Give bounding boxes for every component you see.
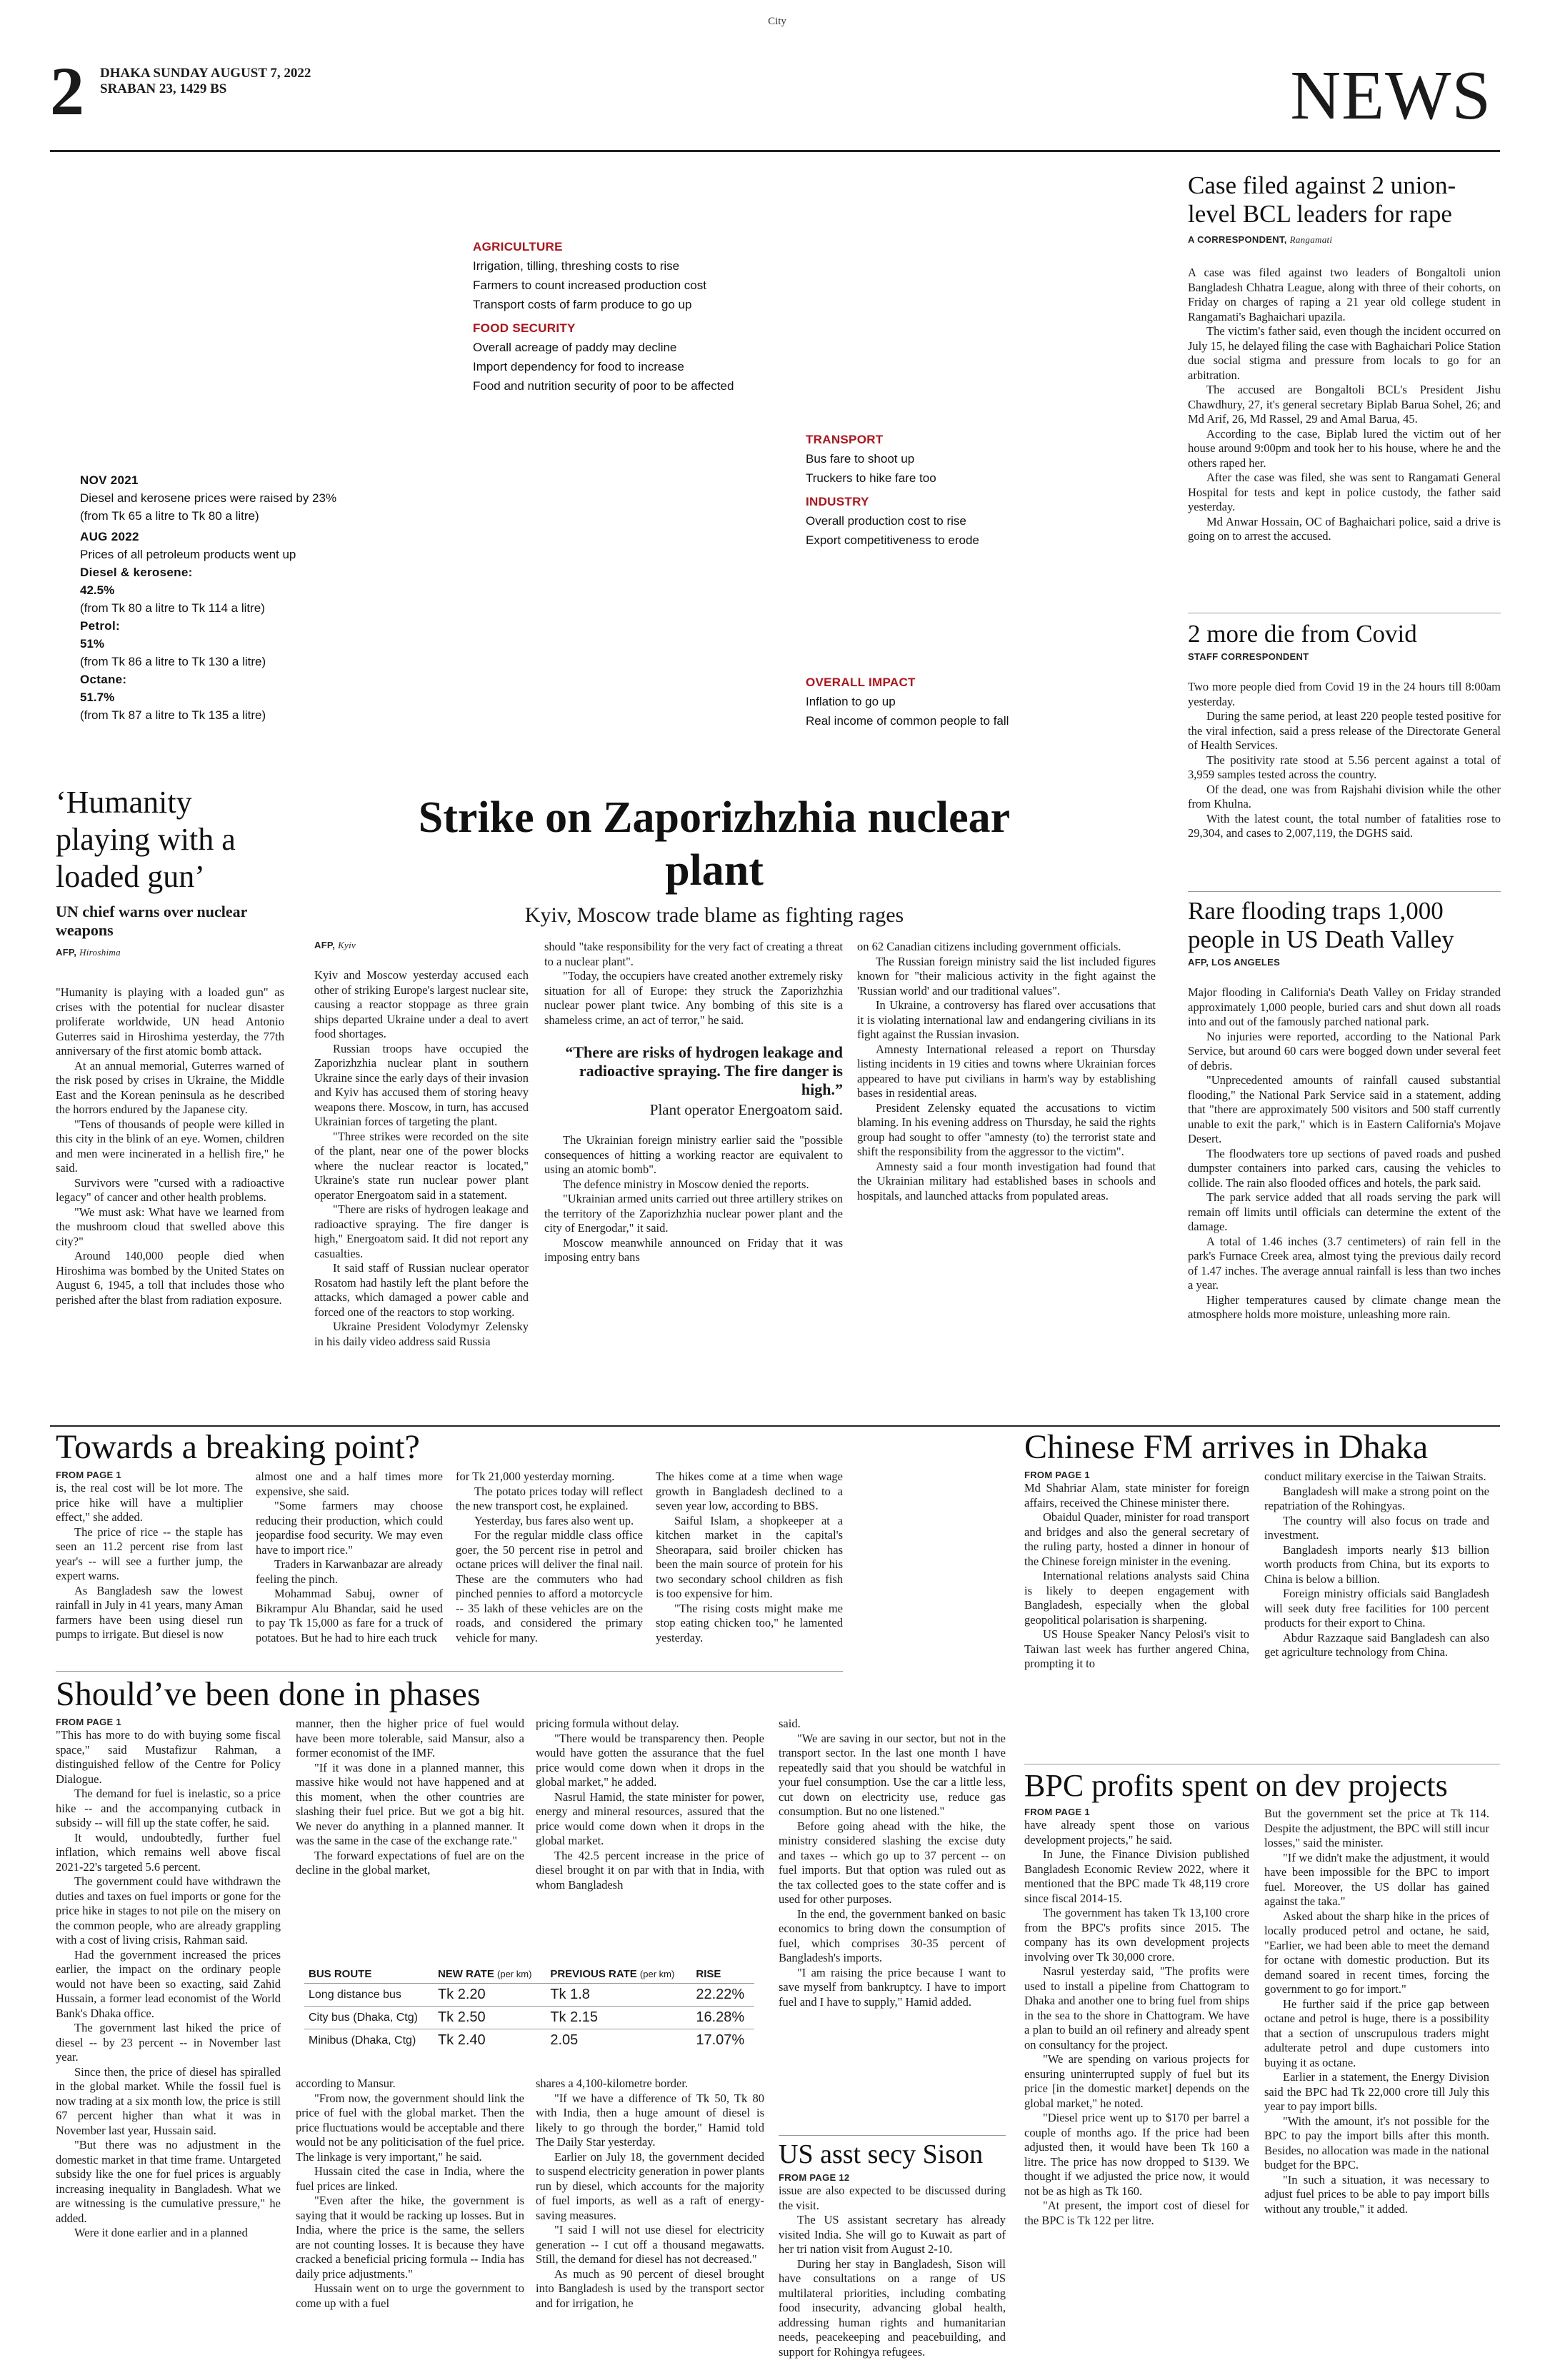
shouldve-col1 xyxy=(56,1728,281,2364)
paragraph: Kyiv and Moscow yesterday accused each other of striking Europe's largest nuclear site, causing a reactor stoppage as three grain ships departed Ukraine under a deal to avert food shortages. xyxy=(314,968,529,1040)
paragraph: In June, the Finance Division published Bangladesh Economic Review 2022, where it mentioned that the BPC made Tk 48,119 crore since fiscal 2014-15. xyxy=(1024,1847,1249,1905)
paragraph: should "take responsibility for the very fact of creating a threat to a nuclear plant". xyxy=(544,940,843,968)
paragraph: Amnesty said a four month investigation had found that the Ukrainian military had established bases in schools and hospitals, and launched attacks from populated areas. xyxy=(857,1159,1156,1202)
shouldve-col3b xyxy=(536,2077,764,2364)
paragraph: "There are risks of hydrogen leakage and radioactive spraying. The fire danger is high," Energoatom said. It did not report any casualties. xyxy=(314,1202,529,1260)
paragraph: issue are also expected to be discussed during the visit. xyxy=(779,2184,1006,2212)
paragraph: According to the case, Biplab lured the victim out of her house around 9:00pm and took her to his house, where he and the others raped her. xyxy=(1188,426,1501,470)
paragraph: "Three strikes were recorded on the site of the plant, near one of the power blocks where the nuclear reactor is located," Ukraine's state run nuclear power plant operator Energoatom said in a statement. xyxy=(314,1129,529,1202)
paragraph: Since then, the price of diesel has spiralled in the global market. While the fossil fuel is now trading at a six month low, the price is still 67 percent higher than what it was in November last year, Hussain said. xyxy=(56,2064,281,2137)
pull-quote-text: “There are risks of hydrogen leakage and radioactive spraying. The fire danger is high.” xyxy=(565,1043,843,1098)
paragraph: Traders in Karwanbazar are already feeling the pinch. xyxy=(256,1557,443,1586)
paragraph: Md Anwar Hossain, OC of Baghaichari police, said a drive is going on to arrest the accused. xyxy=(1188,514,1501,543)
rise-cell: 17.07% xyxy=(691,2029,754,2052)
paragraph: Obaidul Quader, minister for road transport and bridges and also the general secretary of the ruling party, hosted a dinner in honour of the Chinese foreign minister in the evening. xyxy=(1024,1510,1249,1568)
food-security-line: Import dependency for food to increase xyxy=(473,360,684,373)
shouldve-headline: Should’ve been done in phases xyxy=(56,1675,481,1713)
col-header-route: BUS ROUTE xyxy=(309,1968,372,1980)
paragraph: "If we have a difference of Tk 50, Tk 80 with India, then a huge amount of diesel is likely to go through the border," Hamid told The Daily Star yesterday. xyxy=(536,2091,764,2149)
humanity-body xyxy=(56,985,284,1417)
paragraph: The government could have withdrawn the duties and taxes on fuel imports or gone for the price hike in stages to not pile on the misery on the common people, who are already grappling with a cost of living crisis, Rahman said. xyxy=(56,1874,281,1947)
pull-quote-attribution: Plant operator Energoatom said. xyxy=(649,1101,843,1118)
shouldve-col2b xyxy=(296,2077,524,2364)
overall-impact-block xyxy=(806,673,1091,730)
paragraph: "I am raising the price because I want to save myself from bankruptcy. I have to import fuel and I have to supply," Hamid added. xyxy=(779,1965,1006,2009)
paragraph: Bangladesh will make a strong point on the repatriation of the Rohingyas. xyxy=(1264,1484,1489,1512)
byline-agency: A CORRESPONDENT, xyxy=(1188,234,1287,245)
byline-agency: AFP, xyxy=(56,947,77,958)
chinese-col2 xyxy=(1264,1470,1489,1759)
zaporizhzhia-col1 xyxy=(314,968,529,1418)
date-line xyxy=(100,66,311,97)
sison-body xyxy=(779,2184,1006,2364)
paragraph: "The rising costs might make me stop eating chicken too," he lamented yesterday. xyxy=(656,1601,843,1645)
paragraph: "Diesel price went up to $170 per barrel a couple of months ago. If the price had been adjusted then, it would have been Tk 160 a litre. The price has now dropped to $139. We thought if we adjusted the price now, it would not be as high as Tk 160. xyxy=(1024,2111,1249,2198)
paragraph: "But there was no adjustment in the domestic market in that time frame. Untargeted subsidy like the one for fuel prices is arguably increasing inequality in Bangladesh. What we are witnessing is the cumulative pressure," he added. xyxy=(56,2138,281,2225)
paragraph: "If we didn't make the adjustment, it would have been impossible for the BPC to import fuel. Moreover, the US dollar has gained against the taka." xyxy=(1264,1850,1489,1908)
col-header-previous-rate xyxy=(546,1965,691,1984)
section-title: NEWS xyxy=(1290,57,1491,134)
industry-label: INDUSTRY xyxy=(806,495,869,508)
page-number: 2 xyxy=(50,53,84,129)
humanity-subhead: UN chief warns over nuclear weapons xyxy=(56,903,248,939)
humanity-byline xyxy=(56,947,284,958)
paragraph: said. xyxy=(779,1717,801,1730)
nov2021-line1: Diesel and kerosene prices were raised by 23% xyxy=(80,491,337,505)
paragraph: Around 140,000 people died when Hiroshima was bombed by the United States on August 6, 1945, a toll that includes those who perished after the blast from radiation exposure. xyxy=(56,1249,284,1307)
paragraph: The defence ministry in Moscow denied the reports. xyxy=(563,1177,809,1191)
sison-from: FROM PAGE 12 xyxy=(779,2172,850,2183)
covid-headline: 2 more die from Covid xyxy=(1188,620,1417,648)
paragraph: The positivity rate stood at 5.56 percent against a total of 3,959 samples tested across the country. xyxy=(1188,753,1501,781)
fuel-price-history xyxy=(80,471,366,724)
paragraph: For the regular middle class office goer, the 50 percent rise in petrol and octane prices will deliver the final nail. These are the commuters who had pinched pennies to afford a motorcycle -- 35 lakh of these vehicles are on the roads, and considered the primary vehicle for many. xyxy=(456,1528,643,1645)
previous-rate-cell: Tk 1.8 xyxy=(546,1984,691,2007)
bpc-headline: BPC profits spent on dev projects xyxy=(1024,1768,1448,1803)
paragraph: "If it was done in a planned manner, this massive hike would not have happened and at this moment, when the other countries are slashing their fuel price. But we got a big hit. We never do anything in a planned manner. It was the same in the case of the exchange rate." xyxy=(296,1760,524,1847)
paragraph: The country will also focus on trade and investment. xyxy=(1264,1513,1489,1542)
bpc-col2 xyxy=(1264,1807,1489,2364)
nov2021-label: NOV 2021 xyxy=(80,473,139,487)
shouldve-col3 xyxy=(536,1717,764,1952)
paragraph: The government has taken Tk 13,100 crore from the BPC's profits since 2015. The company has its own development projects involving over Tk 30,000 crore. xyxy=(1024,1906,1249,1964)
paragraph: In the end, the government banked on basic economics to bring down the consumption of fuel, which comprises 30-35 percent of Bangladesh's imports. xyxy=(779,1907,1006,1964)
bcl-byline xyxy=(1188,234,1501,246)
paragraph: The accused are Bongaltoli BCL's President Jishu Chawdhury, 27, it's general secretary Biplab Barua Sohel, 26; and Md Arif, 26, Md Rassel, 29 and Amal Barua, 45. xyxy=(1188,383,1501,426)
paragraph: Md Shahriar Alam, state minister for foreign affairs, received the Chinese minister there. xyxy=(1024,1481,1249,1510)
breaking-col1 xyxy=(56,1481,243,1667)
paragraph: But the government set the price at Tk 114. Despite the adjustment, the BPC will still incur losses," said the minister. xyxy=(1264,1807,1489,1849)
col-header-new-rate xyxy=(434,1965,546,1984)
paragraph: "We must ask: What have we learned from the mushroom cloud that swelled above this city?" xyxy=(56,1205,284,1248)
agriculture-label: AGRICULTURE xyxy=(473,240,563,253)
flood-body xyxy=(1188,985,1501,1417)
petrol-label: Petrol: xyxy=(80,619,120,633)
paragraph: During her stay in Bangladesh, Sison will have consultations on a range of US multilateral priorities, including combating food insecurity, advancing global health, addressing human rights and humanitarian needs, peacekeeping and peacebuilding, and support for Rohingya refugees. xyxy=(779,2256,1006,2359)
paragraph: Bangladesh imports nearly $13 billion worth products from China, but its exports to China is below a billion. xyxy=(1264,1542,1489,1586)
shouldve-col2 xyxy=(296,1717,524,1952)
paragraph: The park service added that all roads serving the park will remain off limits until officials can determine the extent of the damage. xyxy=(1188,1190,1501,1233)
paragraph: "I said I will not use diesel for electricity generation -- I cut off a thousand megawatts. Still, the demand for diesel has not decreased." xyxy=(536,2223,764,2266)
paragraph: "Humanity is playing with a loaded gun" as crises with the potential for nuclear disaster proliferate worldwide, UN head Antonio Guterres said in Hiroshima yesterday, the 77th anniversary of the first atomic bomb attack. xyxy=(56,985,284,1058)
diesel-label: Diesel & kerosene: xyxy=(80,566,193,579)
petrol-detail: (from Tk 86 a litre to Tk 130 a litre) xyxy=(80,655,266,668)
covid-byline: STAFF CORRESPONDENT xyxy=(1188,651,1309,662)
octane-detail: (from Tk 87 a litre to Tk 135 a litre) xyxy=(80,708,266,722)
paragraph: Hussain went on to urge the government to come up with a fuel xyxy=(296,2281,524,2310)
fare-table-box xyxy=(304,1965,754,2065)
paragraph: The Russian foreign ministry said the list included figures known for "their malicious activity in the fight against the 'Russian world' and our traditional values". xyxy=(857,954,1156,998)
paragraph: In Ukraine, a controversy has flared over accusations that it is violating international law and endangering civilians in its fight against the Russian invasion. xyxy=(857,998,1156,1041)
paragraph: pricing formula without delay. xyxy=(536,1717,679,1730)
paragraph: Higher temperatures caused by climate change mean the atmosphere holds more moisture, unleashing more rain. xyxy=(1188,1292,1501,1321)
paragraph: Earlier on July 18, the government decided to suspend electricity generation in power plants run by diesel, which accounts for the majority of fuel imports, as well as a raft of energy-saving measures. xyxy=(536,2149,764,2222)
humanity-story xyxy=(56,784,284,958)
diesel-rise: 42.5% xyxy=(80,583,115,597)
paragraph: Amnesty International released a report on Thursday listing incidents in 19 cities and towns where Ukrainian forces appeared to have put civilians in harm's way by establishing bases in residential areas. xyxy=(857,1042,1156,1100)
breaking-col3 xyxy=(456,1470,643,1667)
route-cell: City bus (Dhaka, Ctg) xyxy=(304,2007,434,2029)
paragraph: have already spent those on various development projects," he said. xyxy=(1024,1818,1249,1847)
paragraph: As Bangladesh saw the lowest rainfall in July in 41 years, many Aman farmers have been using diesel run pumps to irrigate. But diesel is now xyxy=(56,1583,243,1641)
paragraph: The forward expectations of fuel are on the decline in the global market, xyxy=(296,1848,524,1877)
paragraph: "We are spending on various projects for ensuring uninterrupted supply of fuel but its price [in the domestic market] depends on the global market," he noted. xyxy=(1024,2052,1249,2110)
zaporizhzhia-headline: Strike on Zaporizhzhia nuclear plant xyxy=(418,793,1011,895)
zaporizhzhia-subhead: Kyiv, Moscow trade blame as fighting rages xyxy=(524,903,904,927)
paragraph: International relations analysts said China is likely to deepen engagement with Bangladesh, especially when the global geopolitical polarisation is sharpening. xyxy=(1024,1569,1249,1627)
unit-label: (per km) xyxy=(497,1969,532,1979)
breaking-col4 xyxy=(656,1470,843,1667)
paragraph: Two more people died from Covid 19 in the 24 hours till 8:00am yesterday. xyxy=(1188,680,1501,708)
previous-rate-cell: 2.05 xyxy=(546,2029,691,2052)
aug2022-line1: Prices of all petroleum products went up xyxy=(80,548,296,561)
paragraph: The 42.5 percent increase in the price of diesel brought it on par with that in India, with whom Bangladesh xyxy=(536,1848,764,1892)
transport-label: TRANSPORT xyxy=(806,433,884,446)
zaporizhzhia-col3 xyxy=(857,940,1156,1418)
paragraph: President Zelensky equated the accusations to victim blaming. In his evening address on Thursday, he said the rights group had sought to offer "amnesty (to) the terrorist state and shift the responsibility from the aggressor to the victim". xyxy=(857,1100,1156,1158)
paragraph: No injuries were reported, according to the National Park Service, but around 60 cars were bogged down under several feet of debris. xyxy=(1188,1029,1501,1073)
overall-impact-label: OVERALL IMPACT xyxy=(806,676,916,689)
paragraph: "Even after the hike, the government is saying that it would be racking up losses. But in India, where the price is the same, the sellers are not counting losses. It is because they have cracked a beneficial pricing formula -- India has daily price adjustments." xyxy=(296,2194,524,2281)
paragraph: "Ukrainian armed units carried out three artillery strikes on the territory of the Zaporizhzhia nuclear power plant and the city of Energodar," it said. xyxy=(544,1192,843,1235)
petrol-rise: 51% xyxy=(80,637,105,651)
flood-story xyxy=(1188,897,1501,968)
shouldve-col4 xyxy=(779,1717,1006,2131)
byline-agency: AFP, xyxy=(314,940,336,950)
paragraph: Abdur Razzaque said Bangladesh can also get agriculture technology from China. xyxy=(1264,1630,1489,1659)
zaporizhzhia-byline xyxy=(314,940,529,951)
divider xyxy=(779,2135,1006,2136)
zaporizhzhia-col2 xyxy=(544,940,843,1418)
col-header-label: NEW RATE xyxy=(437,1968,494,1980)
breaking-col2 xyxy=(256,1470,443,1667)
paragraph: manner, then the higher price of fuel would have been more tolerable, said Mansur, also a former economist of the IMF. xyxy=(296,1717,524,1759)
paragraph: for Tk 21,000 yesterday morning. xyxy=(456,1470,615,1483)
octane-rise: 51.7% xyxy=(80,691,115,704)
paragraph: The US assistant secretary has already visited India. She will go to Kuwait as part of her tri nation visit from August 2-10. xyxy=(779,2213,1006,2256)
food-security-line: Overall acreage of paddy may decline xyxy=(473,341,677,354)
chinese-headline: Chinese FM arrives in Dhaka xyxy=(1024,1428,1429,1466)
paragraph: "This has more to do with buying some fiscal space," said Mustafizur Rahman, a distinguished fellow of the Centre for Policy Dialogue. xyxy=(56,1728,281,1786)
paragraph: A total of 1.46 inches (3.7 centimeters) of rain fell in the park's Furnace Creek area, almost tying the previous daily record of 1.47 inches. The average annual rainfall is less than two inches a year. xyxy=(1188,1234,1501,1292)
fare-table xyxy=(304,1965,754,2052)
paragraph: shares a 4,100-kilometre border. xyxy=(536,2077,689,2090)
flood-byline: AFP, LOS ANGELES xyxy=(1188,957,1281,968)
flood-headline: Rare flooding traps 1,000 people in US Death Valley xyxy=(1188,897,1454,953)
route-cell: Long distance bus xyxy=(304,1984,434,2007)
overall-impact-line: Inflation to go up xyxy=(806,695,896,708)
paragraph: Asked about the sharp hike in the prices of locally produced petrol and octane, he said, "Earlier, we had been able to meet the demand for octane with domestic production. But its demand soared in recent times, forcing the government to go for import." xyxy=(1264,1909,1489,1996)
nov2021-line2: (from Tk 65 a litre to Tk 80 a litre) xyxy=(80,509,259,523)
paragraph: "At present, the import cost of diesel for the BPC is Tk 122 per litre. xyxy=(1024,2199,1249,2227)
agriculture-line: Farmers to count increased production cost xyxy=(473,278,706,292)
paragraph: "There would be transparency then. People would have gotten the assurance that the fuel price would come down when it drops in the global market," he added. xyxy=(536,1731,764,1789)
paragraph: The Ukrainian foreign ministry earlier said the "possible consequences of hitting a working reactor are equivalent to using an atomic bomb". xyxy=(544,1133,843,1176)
paragraph: "Today, the occupiers have created another extremely risky situation for all of Europe: they struck the Zaporizhzhia nuclear power plant twice. Any bombing of this site is a shameless crime, an act of terror," he said. xyxy=(544,969,843,1027)
industry-line: Overall production cost to rise xyxy=(806,514,966,528)
paragraph: "With the amount, it's not possible for the BPC to pay the import bills after this month. Besides, no allocation was made in the national budget for the BPC. xyxy=(1264,2114,1489,2171)
humanity-headline: ‘Humanity playing with a loaded gun’ xyxy=(56,785,236,894)
paragraph: "Some farmers may choose reducing their production, which could jeopardise food security. We may even have to import rice." xyxy=(256,1499,443,1557)
col-header-label: PREVIOUS RATE xyxy=(550,1968,637,1980)
covid-story xyxy=(1188,620,1501,663)
paragraph: The floodwaters tore up sections of paved roads and pushed dumpster containers into parked cars, causing the vehicles to collide. The rain also flooded offices and hotels, the park said. xyxy=(1188,1146,1501,1190)
agriculture-line: Transport costs of farm produce to go up xyxy=(473,298,692,311)
paragraph: With the latest count, the total number of fatalities rose to 29,304, and cases to 2,007,119, the DGHS said. xyxy=(1188,811,1501,840)
rise-cell: 22.22% xyxy=(691,1984,754,2007)
bcl-story xyxy=(1188,171,1501,246)
header-rule xyxy=(50,150,1500,152)
chinese-from: FROM PAGE 1 xyxy=(1024,1470,1090,1480)
paragraph: After the case was filed, she was sent to Rangamati General Hospital for tests and kept in police custody, the father said yesterday. xyxy=(1188,471,1501,513)
city-label: City xyxy=(768,16,786,27)
new-rate-cell: Tk 2.20 xyxy=(434,1984,546,2007)
previous-rate-cell: Tk 2.15 xyxy=(546,2007,691,2029)
table-row xyxy=(304,2029,754,2052)
paragraph: The demand for fuel is inelastic, so a price hike -- and the accompanying cutback in subsidy -- will fill up the state coffer, he said. xyxy=(56,1787,281,1829)
paragraph: Of the dead, one was from Rajshahi division while the other from Khulna. xyxy=(1188,782,1501,810)
paragraph: Before going ahead with the hike, the ministry considered slashing the excise duty and taxes -- which go up to 37 percent -- on fuel imports. But that option was ruled out as the tax collected goes to the state coffer and is used for other purposes. xyxy=(779,1819,1006,1906)
paragraph: At an annual memorial, Guterres warned of the risk posed by crises in Ukraine, the Middle East and the Korean peninsula as he described the horrors endured by the Japanese city. xyxy=(56,1058,284,1116)
byline-place: Rangamati xyxy=(1289,234,1333,245)
bpc-col1 xyxy=(1024,1818,1249,2364)
table-row xyxy=(304,2007,754,2029)
chinese-col1 xyxy=(1024,1481,1249,1759)
table-row xyxy=(304,1984,754,2007)
paragraph: It said staff of Russian nuclear operator Rosatom had hastily left the plant before the attacks, which damaged a power cable and forced one of the reactors to stop working. xyxy=(314,1261,529,1319)
route-cell: Minibus (Dhaka, Ctg) xyxy=(304,2029,434,2052)
agriculture-block xyxy=(473,237,780,396)
paragraph: Survivors were "cursed with a radioactive legacy" of cancer and other health problems. xyxy=(56,1175,284,1204)
covid-body xyxy=(1188,680,1501,887)
paragraph: "Unprecedented amounts of rainfall caused substantial flooding," the National Park Service said in a statement, adding that "there are approximately 500 visitors and 500 staff currently unable to exit the park," which is in Eastern California's Mojave Desert. xyxy=(1188,1073,1501,1145)
new-rate-cell: Tk 2.50 xyxy=(434,2007,546,2029)
paragraph: Yesterday, bus fares also went up. xyxy=(474,1513,634,1527)
paragraph: "From now, the government should link the price of fuel with the global market. Then the price fluctuations would be acceptable and there would not be any politicisation of the fuel price. The linkage is very important," he said. xyxy=(296,2091,524,2164)
paragraph: Russian troops have occupied the Zaporizhzhia nuclear plant in southern Ukraine since the early days of their invasion and Kyiv has accused them of storing heavy weapons there. Moscow, in turn, has accused Ukrainian forces of targeting the plant. xyxy=(314,1041,529,1128)
paragraph: Moscow meanwhile announced on Friday that it was imposing entry bans xyxy=(544,1235,843,1264)
overall-impact-line: Real income of common people to fall xyxy=(806,714,1009,728)
paragraph: conduct military exercise in the Taiwan Straits. xyxy=(1264,1470,1486,1483)
agriculture-line: Irrigation, tilling, threshing costs to rise xyxy=(473,259,680,273)
paragraph: "Tens of thousands of people were killed in this city in the blink of an eye. Women, children and men were incinerated in a hellish fire," he said. xyxy=(56,1117,284,1175)
industry-line: Export competitiveness to erode xyxy=(806,533,979,547)
bpc-from: FROM PAGE 1 xyxy=(1024,1807,1090,1817)
paragraph: The victim's father said, even though the incident occurred on July 15, he delayed filing the case with Baghaichari Police Station due social stigma and pressure from locals to go for an arbitration. xyxy=(1188,324,1501,382)
divider xyxy=(56,1671,843,1672)
paragraph: A case was filed against two leaders of Bongaltoli union Bangladesh Chhatra League, along with three of their cohorts, on Friday on charges of raping a 21 year old college student in Rangamati's Baghaichari upazila. xyxy=(1188,266,1501,323)
paragraph: Ukraine President Volodymyr Zelensky in his daily video address said Russia xyxy=(314,1320,529,1348)
transport-block xyxy=(806,430,1077,550)
breaking-from: FROM PAGE 1 xyxy=(56,1470,121,1480)
col-header-rise: RISE xyxy=(696,1968,721,1980)
table-header-row xyxy=(304,1965,754,1984)
bcl-headline: Case filed against 2 union-level BCL leaders for rape xyxy=(1188,171,1456,228)
paragraph: Saiful Islam, a shopkeeper at a kitchen market in the capital's Sheorapara, said broiler chicken has been the main source of protein for his two secondary school children as fish is too expensive for him. xyxy=(656,1513,843,1600)
paragraph: "We are saving in our sector, but not in the transport sector. In the last one month I have repeatedly said that you should be watchful in your fuel consumption. Use the car a little less, cut down on electricity use, reduce gas consumption. But no one listened." xyxy=(779,1731,1006,1818)
paragraph: on 62 Canadian citizens including government officials. xyxy=(857,940,1121,953)
shouldve-from: FROM PAGE 1 xyxy=(56,1717,121,1727)
paragraph: Had the government increased the prices earlier, the impact on the ordinary people would not have been so exacting, said Zahid Hussain, a former lead economist of the World Bank's Dhaka office. xyxy=(56,1947,281,2020)
rise-cell: 16.28% xyxy=(691,2007,754,2029)
divider xyxy=(1188,891,1501,892)
paragraph: It would, undoubtedly, further fuel inflation, which remains well above fiscal 2021-22's targeted 5.6 percent. xyxy=(56,1830,281,1874)
diesel-detail: (from Tk 80 a litre to Tk 114 a litre) xyxy=(80,601,265,615)
byline-place: Kyiv xyxy=(338,940,356,950)
paragraph: The potato prices today will reflect the new transport cost, he explained. xyxy=(456,1484,643,1512)
paragraph: The hikes come at a time when wage growth in Bangladesh declined to a seven year low, according to BBS. xyxy=(656,1470,843,1512)
bcl-body xyxy=(1188,266,1501,608)
paragraph: During the same period, at least 220 people tested positive for the viral infection, said a press release of the Directorate General of Health Services. xyxy=(1188,709,1501,752)
aug2022-label: AUG 2022 xyxy=(80,530,139,543)
food-security-label: FOOD SECURITY xyxy=(473,321,576,335)
paragraph: Nasrul yesterday said, "The profits were used to install a pipeline from Chattogram to Dhaka and another one to bring fuel from ships in the sea to the shore in Chattogram. We have a plan to build an oil refinery and already spent on consultancy for the project. xyxy=(1024,1964,1249,2052)
date-english: DHAKA SUNDAY AUGUST 7, 2022 xyxy=(100,66,311,81)
sison-headline: US asst secy Sison xyxy=(779,2139,984,2169)
paragraph: almost one and a half times more expensive, she said. xyxy=(256,1470,443,1498)
octane-label: Octane: xyxy=(80,673,127,686)
unit-label: (per km) xyxy=(639,1969,675,1979)
new-rate-cell: Tk 2.40 xyxy=(434,2029,546,2052)
paragraph: He further said if the price gap between octane and petrol is huge, there is a possibility that a section of unscrupulous traders might adulterate petrol and dupe customers into buying it as octane. xyxy=(1264,1997,1489,2069)
paragraph: according to Mansur. xyxy=(296,2077,396,2090)
paragraph: The price of rice -- the staple has seen an 11.2 percent rise from last year's -- will see a further jump, the expert warns. xyxy=(56,1525,243,1582)
paragraph: As much as 90 percent of diesel brought into Bangladesh is used by the transport sector and for irrigation, he xyxy=(536,2266,764,2310)
paragraph: Foreign ministry officials said Bangladesh will seek duty free facilities for 100 percent products for their export to China. xyxy=(1264,1587,1489,1630)
food-security-line: Food and nutrition security of poor to be affected xyxy=(473,379,734,393)
breaking-headline: Towards a breaking point? xyxy=(56,1428,420,1466)
paragraph: Were it done earlier and in a planned xyxy=(74,2226,248,2239)
transport-line: Bus fare to shoot up xyxy=(806,452,915,466)
paragraph: Hussain cited the case in India, where the fuel prices are linked. xyxy=(296,2164,524,2193)
infographic xyxy=(50,164,1164,750)
pull-quote xyxy=(559,1043,843,1119)
paragraph: Nasrul Hamid, the state minister for power, energy and mineral resources, assured that the price would come down when it drops in the global market. xyxy=(536,1789,764,1847)
paragraph: is, the real cost will be lot more. The price hike will have a multiplier effect," she added. xyxy=(56,1481,243,1524)
paragraph: Major flooding in California's Death Valley on Friday stranded approximately 1,000 people, buried cars and shut down all roads into and out of the famously parched national park. xyxy=(1188,985,1501,1028)
paragraph: The government last hiked the price of diesel -- by 23 percent -- in November last year. xyxy=(56,2021,281,2064)
paragraph: Earlier in a statement, the Energy Division said the BPC had Tk 22,000 crore till July this year to pay import bills. xyxy=(1264,2070,1489,2113)
paragraph: Mohammad Sabuj, owner of Bikrampur Alu Bhandar, said he used to pay Tk 15,000 as fare for a truck of potatoes. But he had to hire each truck xyxy=(256,1587,443,1645)
date-bangla: SRABAN 23, 1429 BS xyxy=(100,81,227,96)
paragraph: "In such a situation, it was necessary to adjust fuel prices to be able to pay import bills without any trouble," it added. xyxy=(1264,2172,1489,2216)
paragraph: US House Speaker Nancy Pelosi's visit to Taiwan last week has further angered China, prompting it to xyxy=(1024,1627,1249,1670)
transport-line: Truckers to hike fare too xyxy=(806,471,936,485)
byline-place: Hiroshima xyxy=(79,947,121,958)
